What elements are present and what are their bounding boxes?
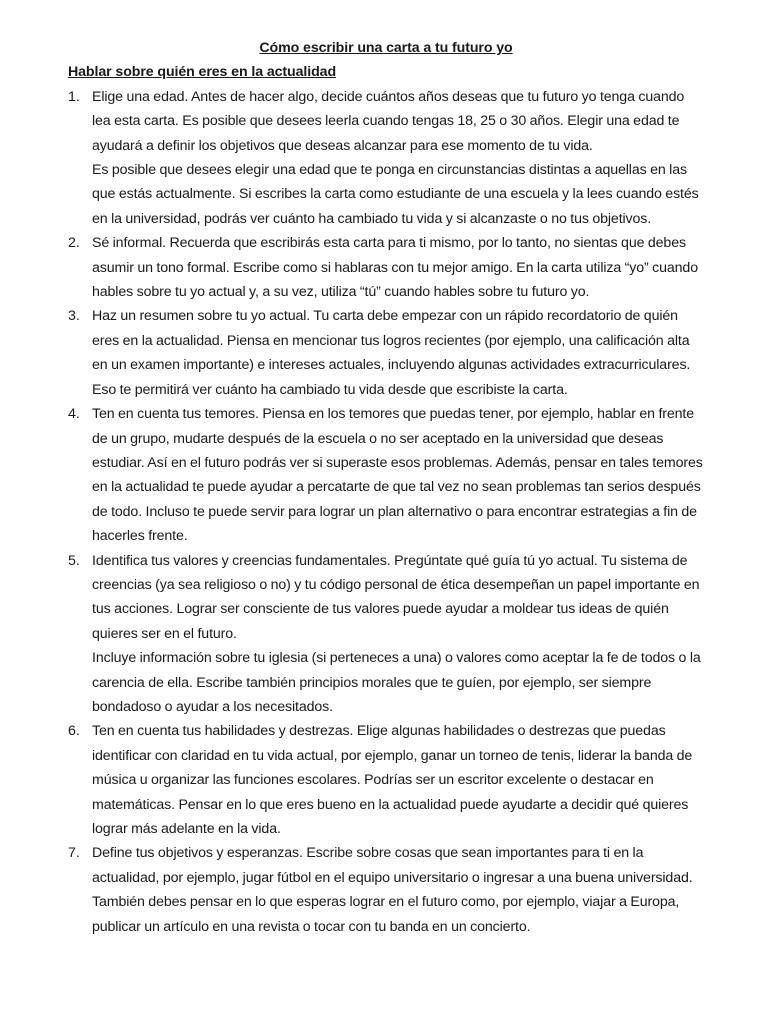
list-item xyxy=(68,231,704,304)
list-item-number: 4. xyxy=(68,406,80,423)
list-item-paragraph: Ten en cuenta tus temores. Piensa en los temores que puedas tener, por ejemplo, hablar en frente de un grupo, mudarte después de la escuela o no ser aceptado en la universidad que deseas estudiar. Así en el futuro podrás ver si superaste esos problemas. Además, pensar en tales temores en la actualidad te puede ayudar a percatarte de que tal vez no sean problemas tan serios después de todo. Incluso te puede servir para lograr un plan alternativo o para encontrar estrategias a fin de hacerles frente. xyxy=(92,406,703,545)
list-item xyxy=(68,841,704,939)
list-item-paragraph: Ten en cuenta tus habilidades y destrezas. Elige algunas habilidades o destrezas que puedas identificar con claridad en tu vida actual, por ejemplo, ganar un torneo de tenis, liderar la banda de música u organizar las funciones escolares. Podrías ser un escritor excelente o destacar en matemáticas. Pensar en lo que eres bueno en la actualidad puede ayudarte a decidir qué quieres lograr más adelante en la vida. xyxy=(92,723,693,837)
list-item xyxy=(68,719,704,841)
list-item-number: 2. xyxy=(68,235,80,252)
list-item xyxy=(68,304,704,402)
list-item-number: 1. xyxy=(68,88,80,105)
list-item-paragraph: Es posible que desees elegir una edad que te ponga en circunstancias distintas a aquellas en las que estás actualmente. Si escribes la carta como estudiante de una escuela y la lees cuando estés en la universidad, podrás ver cuánto ha cambiado tu vida y si alcanzaste o no tus objetivos. xyxy=(92,162,699,227)
list-item-number: 6. xyxy=(68,723,80,740)
list-item-paragraph: Haz un resumen sobre tu yo actual. Tu carta debe empezar con un rápido recordatorio de quién eres en la actualidad. Piensa en mencionar tus logros recientes (por ejemplo, una calificación alta en un examen importante) e intereses actuales, incluyendo algunas actividades extracurriculares. Eso te permitirá ver cuánto ha cambiado tu vida desde que escribiste la carta. xyxy=(92,308,691,398)
numbered-list xyxy=(68,85,704,939)
list-item xyxy=(68,85,704,231)
list-item-paragraph: Define tus objetivos y esperanzas. Escribe sobre cosas que sean importantes para ti en la actualidad, por ejemplo, jugar fútbol en el equipo universitario o ingresar a una buena universidad. También debes pensar en lo que esperas lograr en el futuro como, por ejemplo, viajar a Europa, publicar un artículo en una revista o tocar con tu banda en un concierto. xyxy=(92,845,693,935)
list-item xyxy=(68,549,704,720)
list-item-number: 7. xyxy=(68,845,80,862)
list-item-number: 3. xyxy=(68,308,80,325)
list-item-paragraph: Identifica tus valores y creencias fundamentales. Pregúntate qué guía tú yo actual. Tu sistema de creencias (ya sea religioso o no) y tu código personal de ética desempeñan un papel importante en tus acciones. Lograr ser consciente de tus valores puede ayudar a moldear tus ideas de quién quieres ser en el futuro. xyxy=(92,552,700,642)
list-item-paragraph: Incluye información sobre tu iglesia (si perteneces a una) o valores como aceptar la fe de todos o la carencia de ella. Escribe también principios morales que te guíen, por ejemplo, ser siempre bondadoso o ayudar a los necesitados. xyxy=(92,650,701,715)
document-title: Cómo escribir una carta a tu futuro yo xyxy=(259,40,513,56)
section-heading: Hablar sobre quién eres en la actualidad xyxy=(68,64,337,81)
list-item-paragraph: Sé informal. Recuerda que escribirás esta carta para ti mismo, por lo tanto, no sientas que debes asumir un tono formal. Escribe como si hablaras con tu mejor amigo. En la carta utiliza “yo” cuando hables sobre tu yo actual y, a su vez, utiliza “tú” cuando hables sobre tu futuro yo. xyxy=(92,235,698,301)
list-item-number: 5. xyxy=(68,552,80,569)
list-item-paragraph: Elige una edad. Antes de hacer algo, decide cuántos años deseas que tu futuro yo tenga cuando lea esta carta. Es posible que desees leerla cuando tengas 18, 25 o 30 años. Elegir una edad te ayudará a definir los objetivos que deseas alcanzar para ese momento de tu vida. xyxy=(92,88,685,154)
list-item xyxy=(68,402,704,548)
